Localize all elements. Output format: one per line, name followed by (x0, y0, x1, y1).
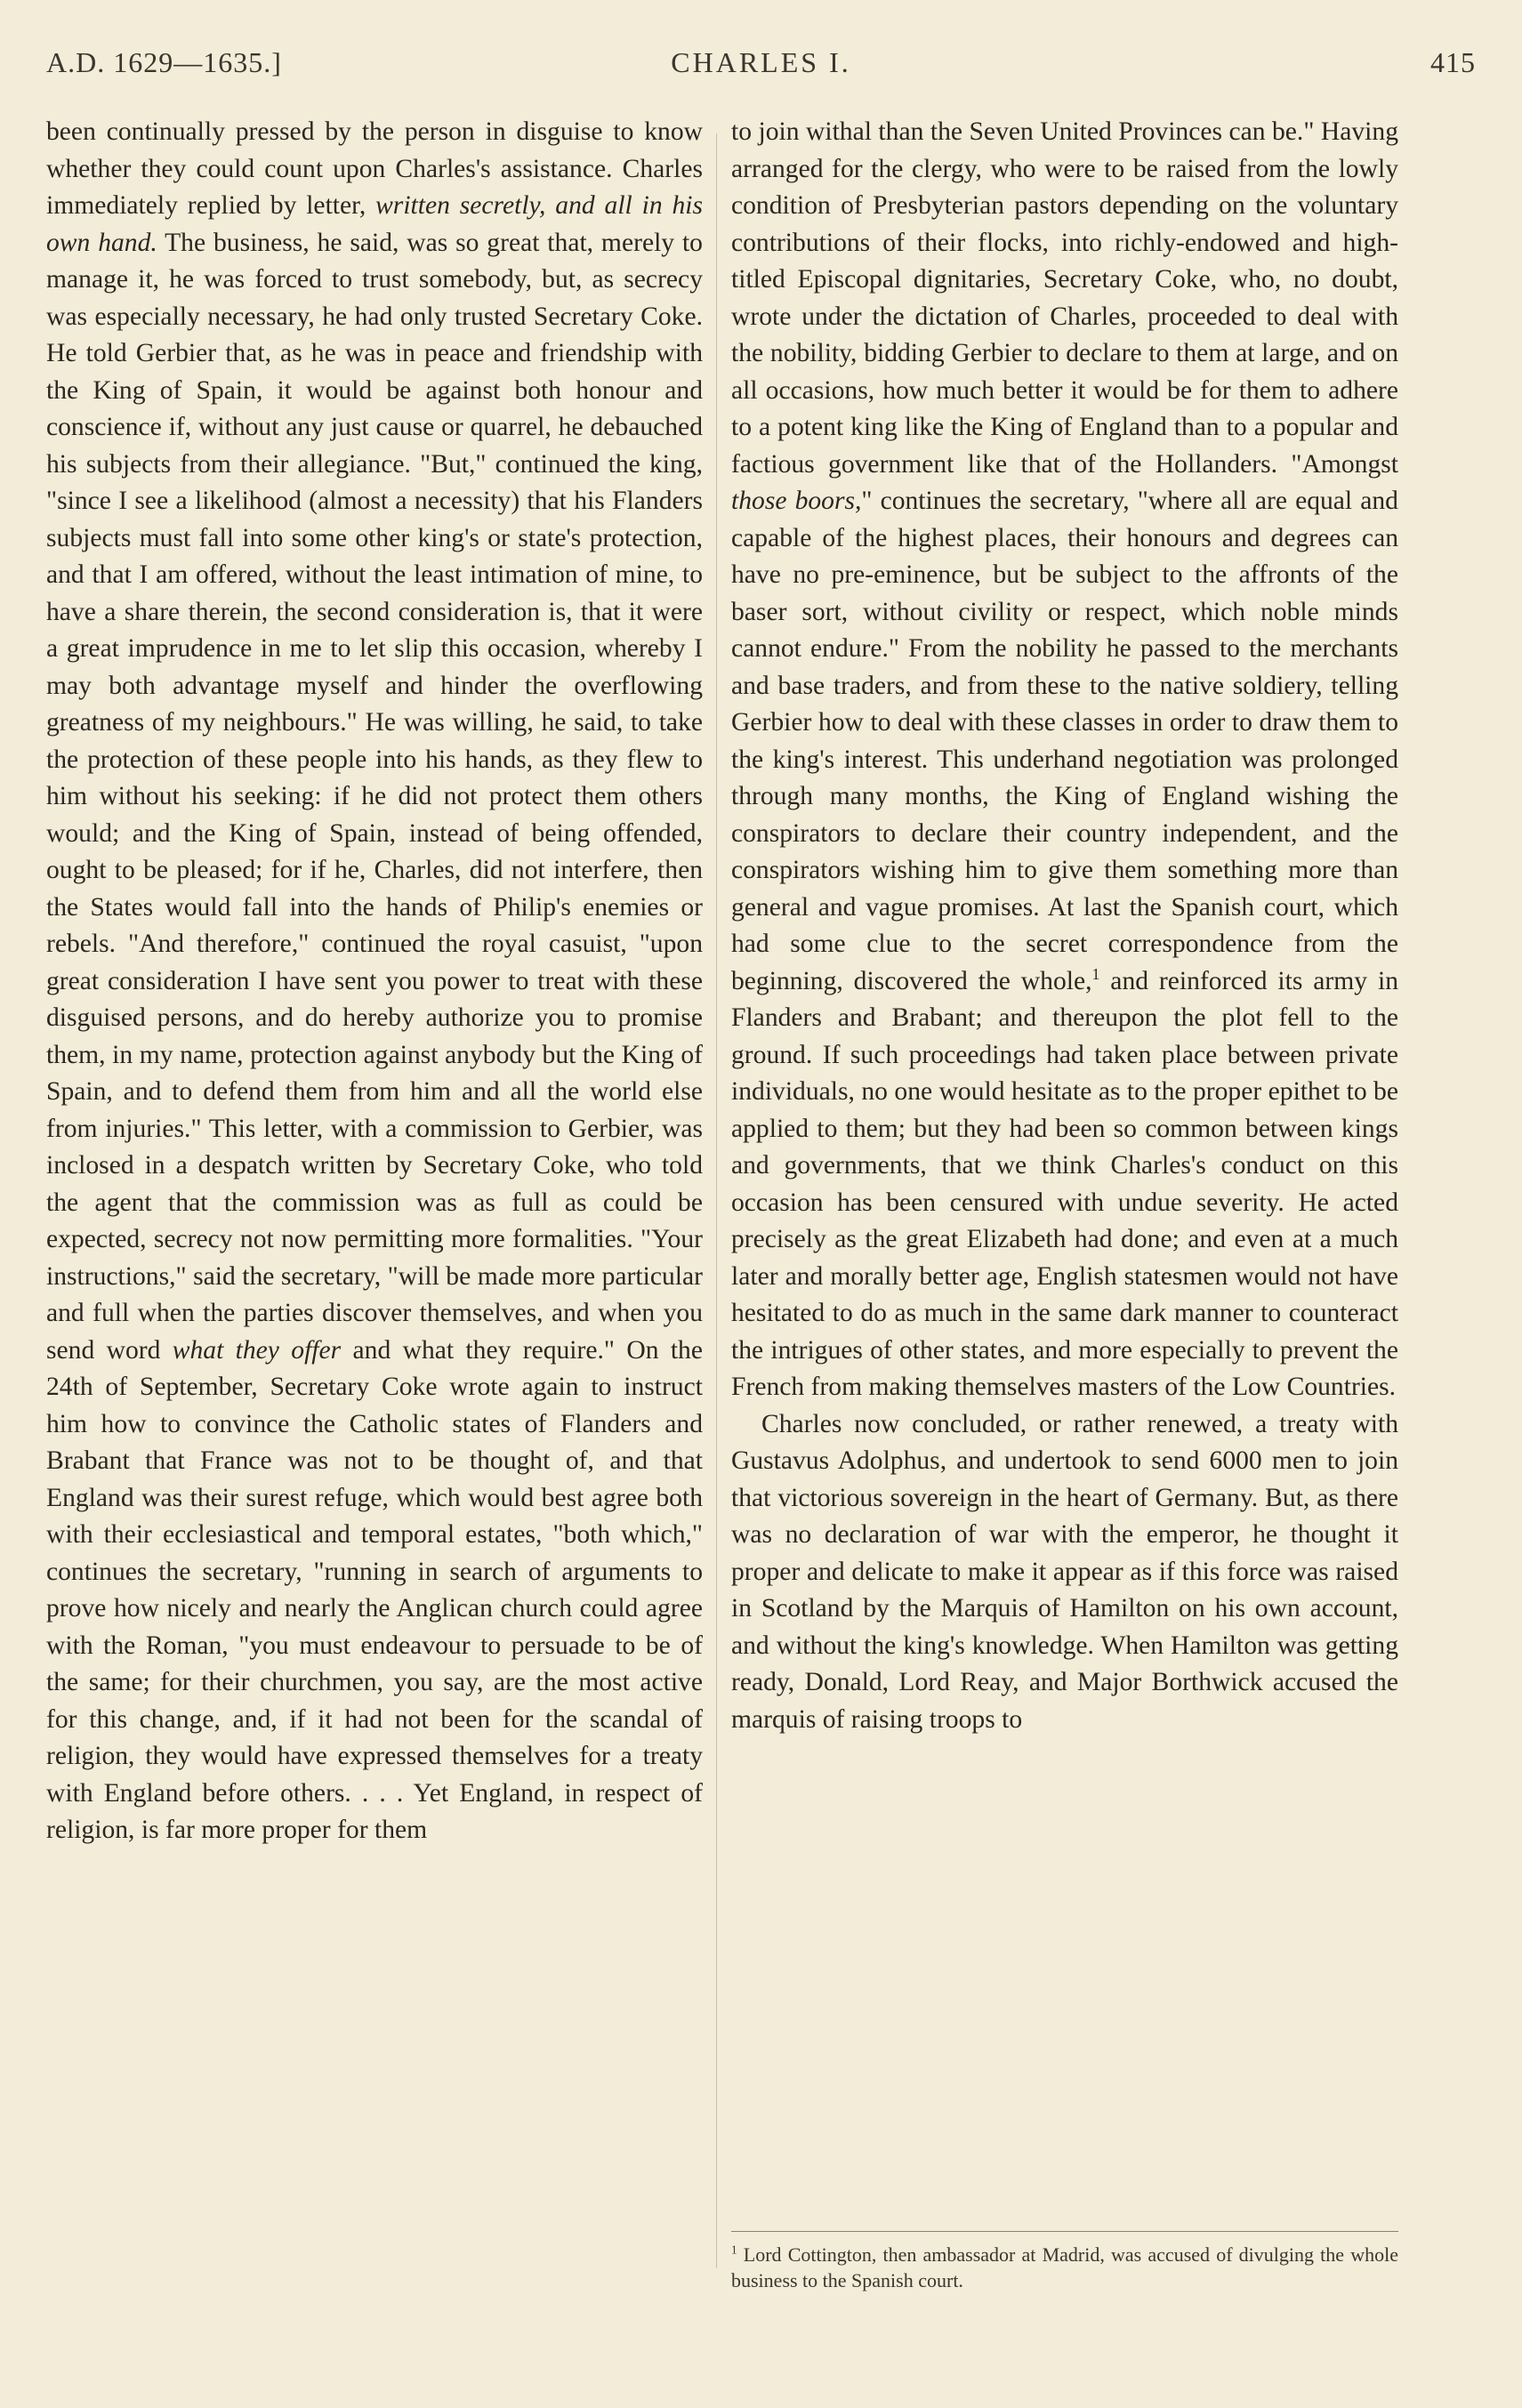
running-header (46, 46, 1476, 91)
header-title: CHARLES I. (671, 46, 851, 78)
footnote-number: 1 (731, 2243, 737, 2257)
italic-phrase: what they offer (172, 1335, 342, 1365)
left-column (46, 114, 703, 1849)
header-date-range: A.D. 1629—1635.] (46, 46, 282, 78)
footnote-rule (731, 2231, 1398, 2232)
italic-phrase: written secretly, and all in his own hand. (46, 191, 704, 257)
footnote: $^1$ Lord Cottington, then ambassador at Madrid, was accused of divulging the whole business to the Spanish court. (731, 2243, 1398, 2291)
paragraph: to join withal than the Seven United Provinces can be." Having arranged for the clergy, who were to be raised from the lowly condition of Presbyterian pastors depending on the voluntary contributions of their flocks, into richly-endowed and high-titled Episcopal dignitaries, Secretary Coke, who, no doubt, wrote under the dictation of Charles, proceeded to deal with the nobility, bidding Gerbier to declare to them at large, and on all occasions, how much better it would be for them to adhere to a potent king like the King of England than to a popular and factious government like that of the Hollanders. "Amongst those boors," continues the secretary, "where all are equal and capable of the highest places, their honours and degrees can have no pre-eminence, but be subject to the affronts of the baser sort, without civility or respect, which noble minds cannot endure." From the nobility he passed to the merchants and base traders, and from these to the native soldiery, telling Gerbier how to deal with these classes in order to draw them to the king's interest. This underhand negotiation was prolonged through many months, the King of England wishing the conspirators to declare their country independent, and the conspirators wishing him to give them something more than general and vague promises. At last the Spanish court, which had some clue to the secret correspondence from the beginning, discovered the whole,$^1$ and reinforced its army in Flanders and Brabant; and thereupon the plot fell to the ground. If such proceedings had taken place between private individuals, no one would hesitate as to the proper epithet to be applied to them; but they had been so common between kings and governments, that we think Charles's conduct on this occasion has been censured with undue severity. He acted precisely as the great Elizabeth had done; and even at a much later and morally better age, English statesmen would not have hesitated to do as much in the same dark manner to counteract the intrigues of other states, and more especially to prevent the French from making themselves masters of the Low Countries. (731, 117, 1398, 1401)
right-column (731, 114, 1398, 1738)
footnote-marker: 1 (1091, 964, 1100, 983)
paragraph: Charles now concluded, or rather renewed, a treaty with Gustavus Adolphus, and undertook to send 6000 men to join that victorious sovereign in the heart of Germany. But, as there was no declaration of war with the emperor, he thought it proper and delicate to make it appear as if this force was raised in Scotland by the Marquis of Hamilton on his own account, and without the king's knowledge. When Hamilton was getting ready, Donald, Lord Reay, and Major Borthwick accused the marquis of raising troops to (731, 1409, 1398, 1734)
column-divider (716, 133, 717, 2268)
page-number: 415 (1430, 46, 1476, 78)
italic-phrase: those boors, (731, 487, 862, 515)
paragraph: been continually pressed by the person in disguise to know whether they could count upon Charles's assistance. Charles immediately replied by letter, written secretly, and all in his own hand. The business, he said, was so great that, merely to manage it, he was forced to trust somebody, but, as secrecy was especially necessary, he had only trusted Secretary Coke. He told Gerbier that, as he was in peace and friendship with the King of Spain, it would be against both honour and conscience if, without any just cause or quarrel, he debauched his subjects from their allegiance. "But," continued the king, "since I see a likelihood (almost a necessity) that his Flanders subjects must fall into some other king's or state's protection, and that I am offered, without the least intimation of mine, to have a share therein, the second consideration is, that it were a great imprudence in me to let slip this occasion, whereby I may both advantage myself and hinder the overflowing greatness of my neighbours." He was willing, he said, to take the protection of these people into his hands, as they flew to him without his seeking: if he did not protect them others would; and the King of Spain, instead of being offended, ought to be pleased; for if he, Charles, did not interfere, then the States would fall into the hands of Philip's enemies or rebels. "And therefore," continued the royal casuist, "upon great consideration I have sent you power to treat with these disguised persons, and do hereby authorize you to promise them, in my name, protection against anybody but the King of Spain, and to defend them from him and all the world else from injuries." This letter, with a commission to Gerbier, was inclosed in a despatch written by Secretary Coke, who told the agent that the commission was as full as could be expected, secrecy not now permitting more formalities. "Your instructions," said the secretary, "will be made more particular and full when the parties discover themselves, and when you send word what they offer and what they require." On the 24th of September, Secretary Coke wrote again to instruct him how to convince the Catholic states of Flanders and Brabant that France was not to be thought of, and that England was their surest refuge, which would best agree both with their ecclesiastical and temporal estates, "both which," continues the secretary, "running in search of arguments to prove how nicely and nearly the Anglican church could agree with the Roman, "you must endeavour to persuade to be of the same; for their churchmen, you say, are the most active for this change, and, if it had not been for the scandal of religion, they would have expressed themselves for a treaty with England before others. . . . Yet England, in respect of religion, is far more proper for them (46, 117, 704, 1844)
